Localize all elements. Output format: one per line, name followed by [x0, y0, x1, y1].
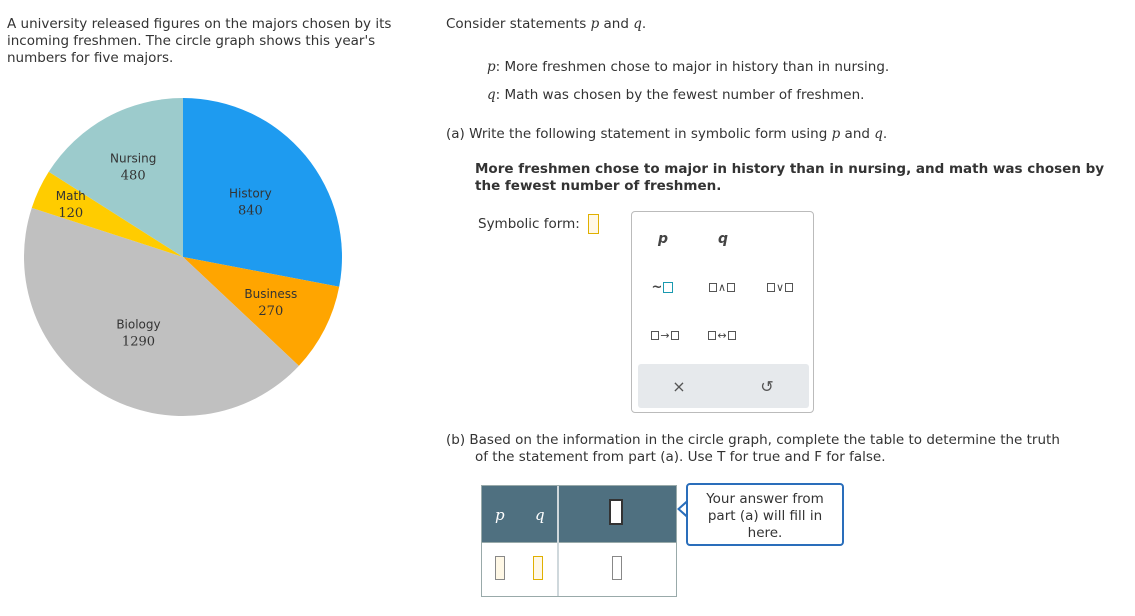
pie-value-nursing: 480 [120, 168, 146, 184]
and-symbol: ∧ [717, 280, 727, 294]
placeholder-box-icon [709, 283, 717, 292]
pie-label-nursing: Nursing [110, 151, 157, 166]
bold-statement: More freshmen chose to major in history than in nursing, and math was chosen by the fewest number of freshmen. [475, 161, 1105, 194]
pie-label-business: Business [244, 286, 298, 301]
placeholder-box-icon [708, 331, 716, 340]
callout-tooltip: Your answer from part (a) will fill in here. [686, 483, 844, 546]
pie-value-history: 840 [237, 203, 263, 219]
header-statement-slot [609, 499, 623, 525]
truth-table-header [482, 486, 676, 542]
placeholder-box-icon [651, 331, 659, 340]
palette-action-bar [638, 364, 809, 408]
placeholder-box-icon [728, 331, 736, 340]
palette-not-button[interactable] [646, 277, 680, 297]
palette-q-button[interactable]: q [717, 231, 729, 247]
placeholder-box-icon [727, 283, 735, 292]
part-b-prompt: (b) Based on the information in the circle graph, complete the table to determine the truth of the statement from part (a). Use T for true and F for false. [446, 432, 1060, 465]
row1-q-input[interactable] [533, 556, 543, 580]
pie-label-biology: Biology [116, 317, 161, 332]
not-symbol: ~ [651, 279, 663, 295]
pie-chart [0, 80, 360, 430]
header-p: p [495, 506, 505, 524]
pie-value-business: 270 [258, 303, 284, 319]
palette-conditional-button[interactable] [644, 325, 686, 345]
conditional-symbol: → [660, 328, 670, 342]
palette-and-button[interactable] [702, 277, 742, 297]
pie-label-math: Math [55, 189, 86, 204]
var-p: p [590, 16, 600, 32]
placeholder-box-icon [785, 283, 793, 292]
header-q: q [535, 506, 545, 524]
statement-q: q: Math was chosen by the fewest number of freshmen. [487, 87, 865, 103]
row-divider [482, 542, 676, 543]
logic-palette [631, 211, 814, 413]
column-divider [557, 486, 559, 596]
clear-icon[interactable]: × [672, 376, 686, 396]
pie-value-math: 120 [58, 206, 84, 222]
part-a-prompt: (a) Write the following statement in symbolic form using p and q. [446, 126, 888, 142]
consider-statement: Consider statements p and q. [446, 16, 647, 32]
var-q: q [633, 16, 642, 32]
row1-statement-input[interactable] [612, 556, 622, 580]
intro-text [7, 16, 427, 67]
symbolic-form-input[interactable] [588, 214, 599, 234]
placeholder-box-icon [671, 331, 679, 340]
undo-icon[interactable]: ↺ [760, 376, 774, 396]
placeholder-box-icon [663, 282, 673, 293]
palette-biconditional-button[interactable] [700, 325, 744, 345]
statement-p: p: More freshmen chose to major in history than in nursing. [487, 59, 890, 75]
or-symbol: ∨ [775, 280, 785, 294]
palette-or-button[interactable] [760, 277, 800, 297]
symbolic-form-label: Symbolic form: [478, 215, 580, 232]
pie-label-history: History [229, 186, 272, 201]
intro-line-2: incoming freshmen. The circle graph shows this year's [7, 33, 376, 49]
symbolic-form-row [478, 214, 599, 234]
row1-p-input[interactable] [495, 556, 505, 580]
placeholder-box-icon [767, 283, 775, 292]
pie-value-biology: 1290 [121, 334, 156, 350]
truth-table [481, 485, 677, 597]
intro-line-1: A university released figures on the majors chosen by its [7, 16, 392, 32]
intro-line-3: numbers for five majors. [7, 50, 174, 66]
biconditional-symbol: ↔ [717, 328, 727, 342]
palette-p-button[interactable]: p [657, 231, 669, 247]
